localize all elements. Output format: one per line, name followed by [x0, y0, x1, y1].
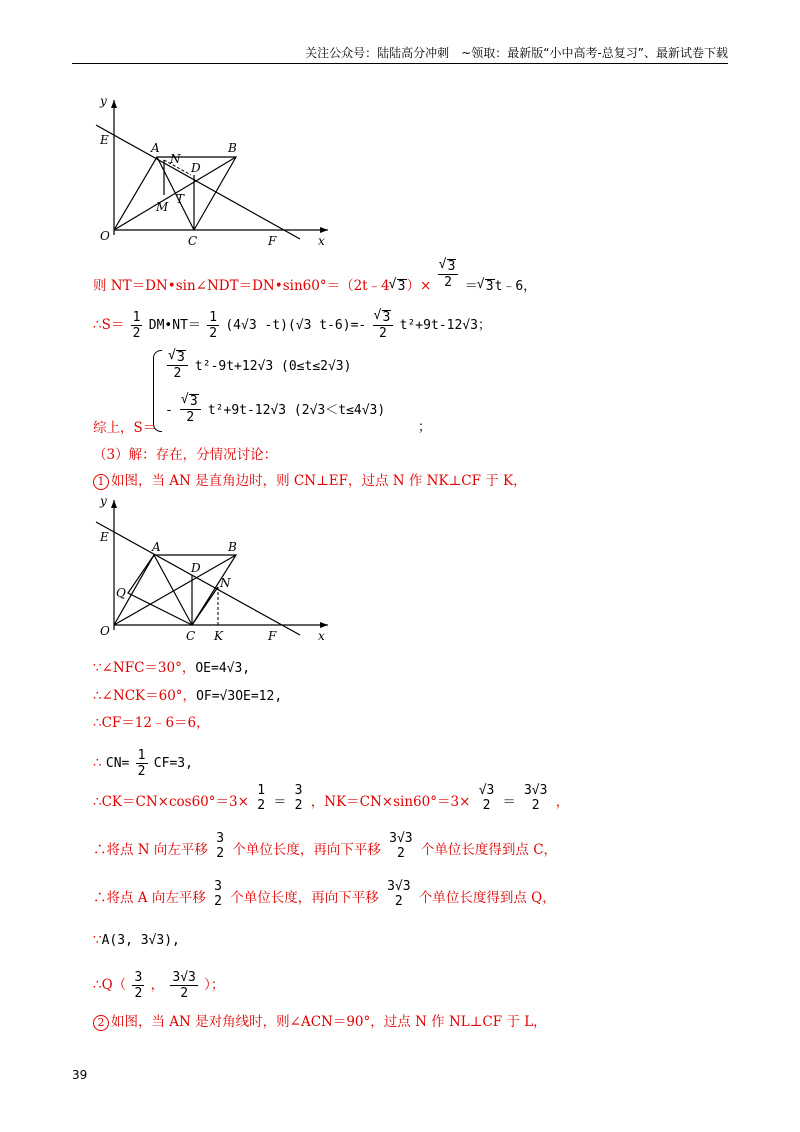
figure1-label-x: x [318, 234, 325, 248]
step-line-2: ∴∠NCK＝60°，OF=√3OE=12, [93, 688, 283, 704]
figure2-label-f: F [268, 629, 277, 643]
figure1-label-a: A [151, 141, 160, 155]
figure2-label-k: K [214, 629, 223, 643]
step-line-6: ∴将点 N 向左平移 3 2 个单位长度，再向下平移 3√3 2 个单位长度得到点 C， [93, 830, 558, 861]
figure2-label-d: D [191, 561, 201, 575]
figure1-label-o: O [100, 229, 110, 243]
step-line-8: ∵A(3, 3√3), [93, 932, 180, 948]
figure2-label-x: x [318, 629, 325, 643]
step-line-5: ∴CK＝CN×cos60°＝3× 1 2 ＝ 3 2 ，NK＝CN×sin60°＝3× √3 2 ＝ 3√3 2 ， [93, 782, 570, 813]
text-line-1: 则 NT＝DN•sin∠NDT＝DN•sin60°＝（2t﹣4√ 3）× √ $\frac{3}{2}$ ＝√ 3t﹣6， [93, 276, 760, 297]
figure1-label-e: E [100, 133, 109, 147]
case1-line: 1 如图，当 AN 是直角边时，则 CN⊥EF，过点 N 作 NK⊥CF 于 K， [93, 471, 760, 491]
figure2-label-q: Q [116, 586, 126, 600]
geometry-figure-1 [88, 90, 338, 250]
figure1-label-f: F [268, 234, 277, 248]
step-line-1: ∵∠NFC＝30°，OE=4√3, [93, 660, 251, 676]
step-line-7: ∴将点 A 向左平移 3 2 个单位长度，再向下平移 3√3 2 个单位长度得到点 Q， [93, 878, 556, 909]
figure2-label-a: A [152, 540, 161, 554]
figure2-label-y: y [100, 495, 107, 508]
step-line-4: ∴ CN= $\frac{1}{2}$ CF=3, [93, 748, 193, 779]
summary-line: 综上，S＝ ； [93, 420, 432, 436]
page-number: 39 [72, 1068, 88, 1082]
figure2-label-b: B [228, 540, 237, 554]
figure1-label-d: D [191, 161, 201, 175]
figure2-label-o: O [100, 624, 110, 638]
figure2-label-n: N [220, 576, 231, 590]
figure1-label-c: C [188, 234, 198, 248]
figure2-label-e: E [100, 530, 109, 544]
figure1-label-b: B [228, 141, 237, 155]
case2-line: 2 如图，当 AN 是对角线时，则∠ACN＝90°，过点 N 作 NL⊥CF 于 L， [93, 1012, 760, 1032]
part3-line: （3）解：存在，分情况讨论： [93, 447, 278, 463]
piecewise-case-2: - √ $\frac{3}{2}$ t²+9t-12√3 (2√3＜t≤4√3) [165, 394, 385, 425]
figure2-label-c: C [186, 629, 196, 643]
text-line-2: ∴S＝ $\frac{1}{2}$ DM•NT＝ $\frac{1}{2}$ (4√3 -t)(√3 t-6)=- √ $\frac{3}{2}$ t²+9t-12√3； [93, 310, 760, 341]
piecewise-case-1: √ $\frac{3}{2}$ t²-9t+12√3 (0≤t≤2√3) [165, 350, 351, 381]
header-rule [72, 63, 728, 64]
step-line-9: ∴Q（ $\frac{3}{2}$ ， $\frac{3√3}{2}$ ）； [93, 970, 225, 1001]
figure1-label-n: N [170, 152, 181, 166]
page-header: 关注公众号：陆陆高分冲刺 ~领取：最新版“小中高考-总复习”、最新试卷下载 [305, 46, 728, 60]
geometry-figure-2 [88, 495, 338, 645]
figure1-label-t: T [176, 192, 185, 206]
step-line-3: ∴CF＝12﹣6＝6， [93, 715, 210, 731]
figure1-label-y: y [100, 94, 107, 108]
figure1-label-m: M [156, 200, 169, 214]
